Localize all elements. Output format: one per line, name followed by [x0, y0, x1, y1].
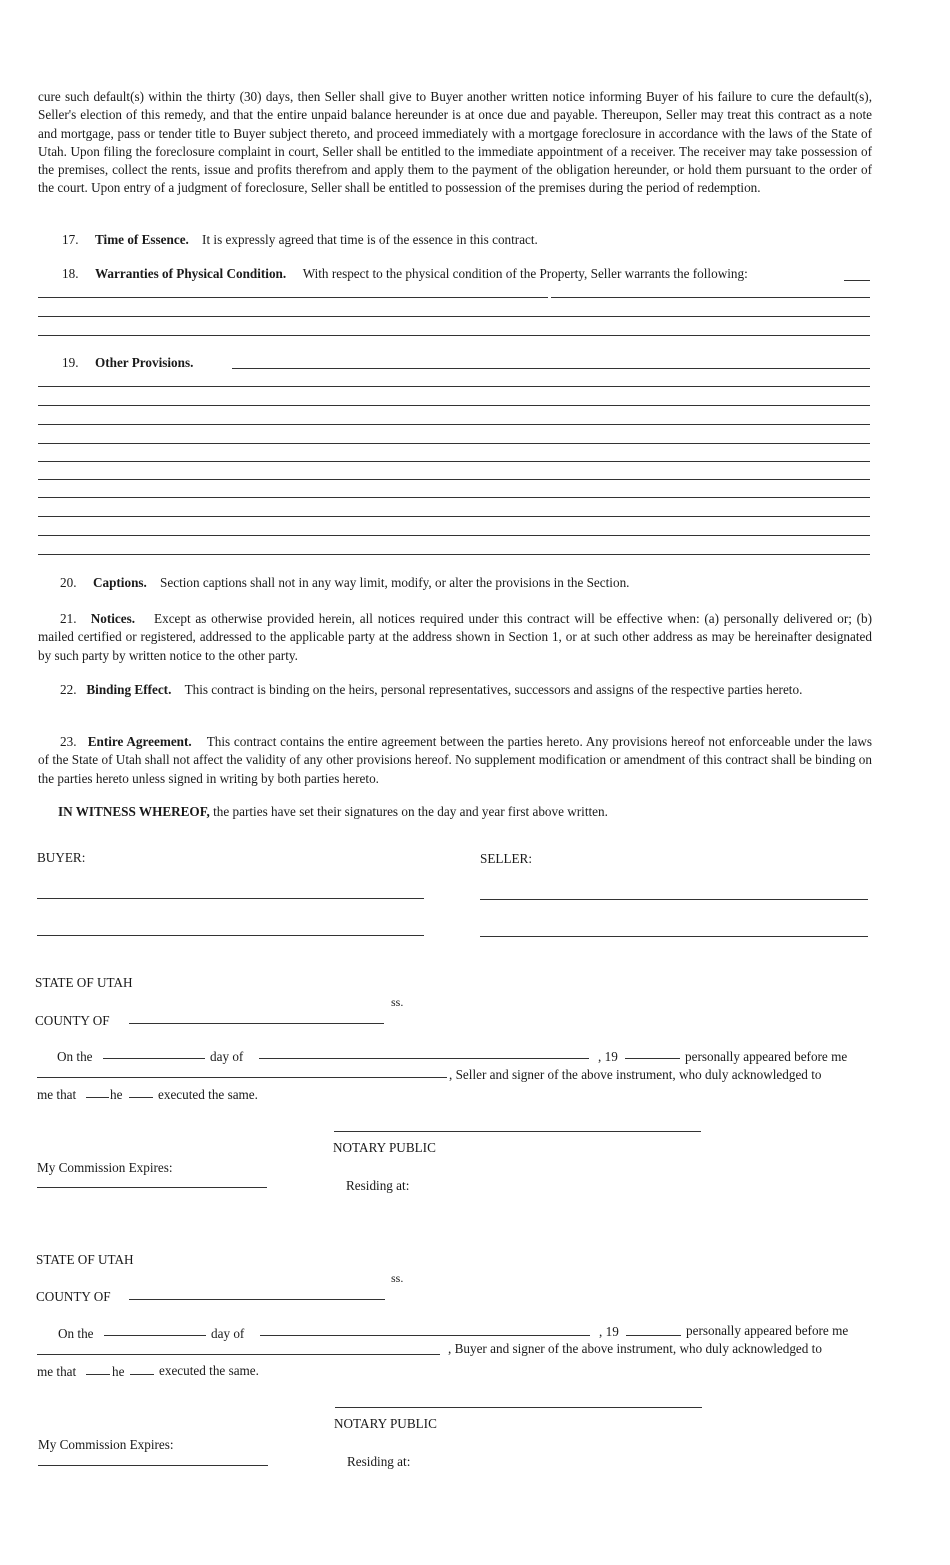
section-23-title: Entire Agreement. [87, 734, 192, 749]
section-17-text: It is expressly agreed that time is of the essence in this contract. [202, 232, 538, 247]
other-provisions-blank-line[interactable] [38, 497, 870, 498]
notary2-month-blank[interactable] [260, 1335, 590, 1336]
section-20 [60, 575, 629, 591]
buyer-label: BUYER: [37, 850, 86, 865]
section-22-text: This contract is binding on the heirs, personal representatives, successors and assigns of the respective parties hereto. [184, 682, 803, 697]
notary2-name-blank[interactable] [37, 1354, 440, 1355]
section-22 [38, 681, 872, 699]
notary2-pronoun-suffix-blank[interactable] [130, 1374, 154, 1375]
notary2-commission-label: My Commission Expires: [38, 1437, 174, 1452]
section-23 [38, 733, 872, 788]
notary1-year-label: , 19 [598, 1049, 618, 1064]
warranties-blank-line[interactable] [38, 316, 870, 317]
notary1-signature-line[interactable] [334, 1131, 701, 1132]
default-remedy-paragraph: cure such default(s) within the thirty (30) days, then Seller shall give to Buyer another written notice informing Buyer of his failure to cure the default(s), Seller's election of this remedy, and that the entire unpaid balance hereunder is at once due and payable. Thereupon, Seller may treat this contract as a note and mortgage, pass or tender title to Buyer subject thereto, and proceed immediately with a mortgage foreclosure in accordance with the laws of the State of Utah. Upon filing the foreclosure complaint in court, Seller shall be entitled to the immediate appointment of a receiver. The receiver may take possession of the premises, collect the rents, issue and profits therefrom and apply them to the payment of the obligation hereunder, or hold them pursuant to the order of the court. Upon entry of a judgment of foreclosure, Seller shall be entitled to possession of the premises during the period of redemption. [38, 89, 872, 196]
section-17-number: 17. [62, 232, 79, 247]
warranties-blank-line[interactable] [38, 335, 870, 336]
notary1-county-label: COUNTY OF [35, 1013, 110, 1028]
other-provisions-blank-inline[interactable] [232, 368, 870, 369]
notary2-day-of: day of [211, 1326, 245, 1341]
section-22-title: Binding Effect. [86, 682, 172, 697]
section-23-number: 23. [60, 734, 77, 749]
buyer-signature-line[interactable] [37, 935, 424, 936]
section-18-number: 18. [62, 266, 79, 281]
section-18-title: Warranties of Physical Condition. [94, 266, 287, 281]
seller-signature-line[interactable] [480, 899, 868, 900]
notary1-me-that: me that [37, 1087, 77, 1102]
section-19 [62, 355, 193, 371]
witness-statement [58, 804, 608, 820]
other-provisions-blank-line[interactable] [38, 386, 870, 387]
notary1-name-blank[interactable] [37, 1077, 447, 1078]
warranties-blank-line[interactable] [551, 297, 870, 298]
section-17-title: Time of Essence. [94, 232, 189, 247]
notary2-appeared: personally appeared before me [686, 1323, 849, 1338]
section-23-text: This contract contains the entire agreement between the parties hereto. Any provisions hereof not enforceable under the laws of the State of Utah shall not affect the validity of any other provisions hereof. No supplement modification or amendment of this contract shall be binding on the parties hereto unless signed in writing by both parties hereto. [38, 734, 873, 786]
notary1-signer-text: , Seller and signer of the above instrument, who duly acknowledged to [449, 1067, 822, 1082]
notary2-year-blank[interactable] [626, 1335, 681, 1336]
notary2-residing: Residing at: [347, 1454, 411, 1469]
section-21-title: Notices. [90, 611, 136, 626]
notary2-year-label: , 19 [599, 1324, 619, 1339]
notary2-county-blank[interactable] [129, 1299, 385, 1300]
section-21-number: 21. [60, 611, 77, 626]
notary2-executed: executed the same. [159, 1363, 259, 1378]
notary1-pronoun-suffix-blank[interactable] [129, 1097, 153, 1098]
notary1-ss: ss. [391, 995, 404, 1009]
notary2-day-blank[interactable] [104, 1335, 206, 1336]
witness-bold: IN WITNESS WHEREOF, [58, 804, 210, 819]
seller-signature-line[interactable] [480, 936, 868, 937]
notary1-state: STATE OF UTAH [35, 975, 133, 990]
section-19-title: Other Provisions. [94, 355, 194, 370]
notary1-day-of: day of [210, 1049, 244, 1064]
notary1-month-blank[interactable] [259, 1058, 589, 1059]
section-18 [62, 266, 748, 282]
warranties-blank-line[interactable] [38, 297, 548, 298]
warranties-blank-inline[interactable] [844, 280, 870, 281]
notary2-ss: ss. [391, 1271, 404, 1285]
notary1-commission-blank[interactable] [37, 1187, 267, 1188]
notary1-notary-public: NOTARY PUBLIC [333, 1140, 436, 1155]
notary1-pronoun-blank[interactable] [86, 1097, 109, 1098]
notary1-appeared: personally appeared before me [685, 1049, 848, 1064]
notary1-county-blank[interactable] [129, 1023, 384, 1024]
notary1-day-blank[interactable] [103, 1058, 205, 1059]
other-provisions-blank-line[interactable] [38, 461, 870, 462]
notary1-on-the: On the [57, 1049, 93, 1064]
notary2-signer-text: , Buyer and signer of the above instrument, who duly acknowledged to [448, 1341, 822, 1356]
other-provisions-blank-line[interactable] [38, 535, 870, 536]
section-18-text: With respect to the physical condition of the Property, Seller warrants the following: [302, 266, 748, 281]
notary1-commission-label: My Commission Expires: [37, 1160, 173, 1175]
notary2-on-the: On the [58, 1326, 94, 1341]
notary2-pronoun-blank[interactable] [86, 1374, 110, 1375]
section-22-number: 22. [60, 682, 77, 697]
section-21 [38, 610, 872, 665]
buyer-signature-line[interactable] [37, 898, 424, 899]
other-provisions-blank-line[interactable] [38, 554, 870, 555]
witness-text: the parties have set their signatures on the day and year first above written. [213, 804, 608, 819]
notary2-commission-blank[interactable] [38, 1465, 268, 1466]
notary2-state: STATE OF UTAH [36, 1252, 134, 1267]
section-17 [62, 232, 538, 248]
other-provisions-blank-line[interactable] [38, 516, 870, 517]
section-21-text: Except as otherwise provided herein, all notices required under this contract will be effective when: (a) personally delivered or; (b) mailed certified or registered, addressed to the applicable party at the address shown in Section 1, or at such other address as may be hereinafter designated by such party by written notice to the other party. [38, 611, 873, 663]
notary2-notary-public: NOTARY PUBLIC [334, 1416, 437, 1431]
notary1-year-blank[interactable] [625, 1058, 680, 1059]
notary1-residing: Residing at: [346, 1178, 410, 1193]
other-provisions-blank-line[interactable] [38, 405, 870, 406]
seller-label: SELLER: [480, 851, 533, 866]
section-20-text: Section captions shall not in any way limit, modify, or alter the provisions in the Section. [160, 575, 630, 590]
notary2-county-label: COUNTY OF [36, 1289, 111, 1304]
notary2-signature-line[interactable] [335, 1407, 702, 1408]
section-19-number: 19. [62, 355, 79, 370]
notary2-me-that: me that [37, 1364, 77, 1379]
notary2-he: he [112, 1364, 125, 1379]
notary1-executed: executed the same. [158, 1087, 258, 1102]
other-provisions-blank-line[interactable] [38, 479, 870, 480]
other-provisions-blank-line[interactable] [38, 424, 870, 425]
other-provisions-blank-line[interactable] [38, 443, 870, 444]
section-20-number: 20. [60, 575, 77, 590]
notary1-he: he [110, 1087, 123, 1102]
section-20-title: Captions. [92, 575, 147, 590]
